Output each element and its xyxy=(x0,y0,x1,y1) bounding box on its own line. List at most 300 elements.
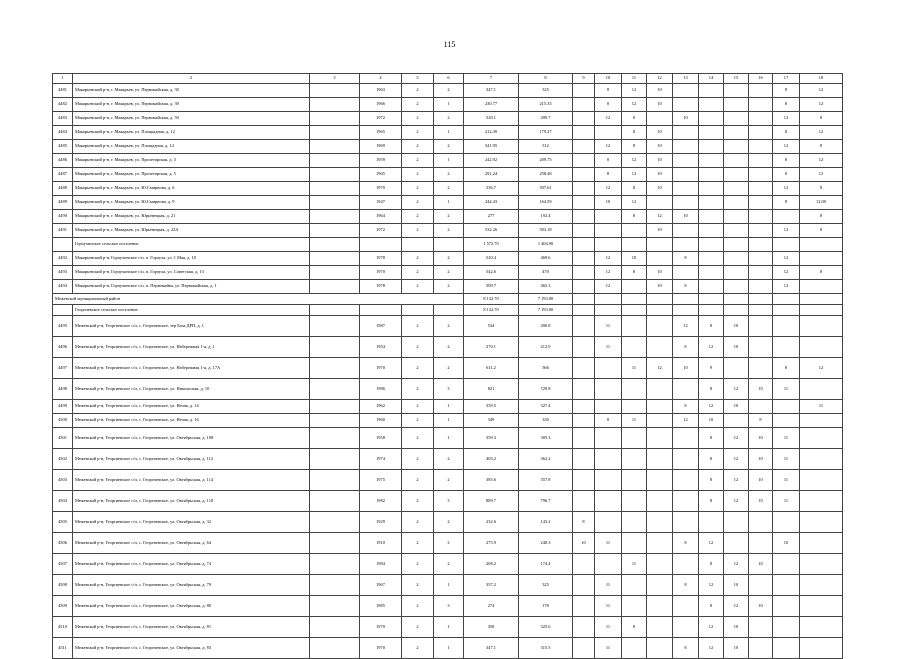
col-17-cell xyxy=(773,210,800,224)
living-area-cell: 325 xyxy=(519,84,573,98)
col-10-cell: 10 xyxy=(595,196,622,210)
col-14-cell: 10 xyxy=(699,414,724,428)
table-row xyxy=(53,400,843,414)
living-area-cell: 729.8 xyxy=(519,379,573,400)
col-14-cell: 12 xyxy=(699,337,724,358)
col-16-cell xyxy=(749,98,773,112)
col-10-cell xyxy=(595,379,622,400)
address-cell: Макарьевский р-н, г. Макарьев, ул. Первомайская, д. 30 xyxy=(73,84,310,98)
header-cell: 2 xyxy=(73,74,310,84)
col-17-cell xyxy=(773,617,800,638)
floors-cell: 2 xyxy=(402,470,434,491)
col-13-cell: 8 xyxy=(673,280,699,294)
floors-cell: 2 xyxy=(402,182,434,196)
col-18-cell xyxy=(800,280,843,294)
entrances-cell: 2 xyxy=(434,84,464,98)
col-13-cell: 10 xyxy=(673,210,699,224)
header-cell: 12 xyxy=(647,74,673,84)
col-12-cell xyxy=(647,512,673,533)
entrances-cell: 1 xyxy=(434,126,464,140)
floors-cell: 2 xyxy=(402,280,434,294)
blank-cell xyxy=(749,238,773,252)
table-row xyxy=(53,414,843,428)
table-row xyxy=(53,596,843,617)
address-cell: Межевской р-н, Георгиевское с/п, с. Георгиевское, ул. Октябрьская, д. 112 xyxy=(73,449,310,470)
row-number-cell: 4506 xyxy=(53,533,73,554)
table-row xyxy=(53,280,843,294)
col-11-cell xyxy=(622,575,647,596)
blank-cell xyxy=(647,305,673,316)
col-13-cell: 10 xyxy=(673,358,699,379)
col-17-cell: 8 xyxy=(773,126,800,140)
col-13-cell xyxy=(673,168,699,182)
col-13-cell: 12 xyxy=(673,414,699,428)
table-row xyxy=(53,379,843,400)
col-12-cell: 10 xyxy=(647,98,673,112)
row-number-cell: 4481 xyxy=(53,84,73,98)
col-10-cell xyxy=(595,224,622,238)
table-row xyxy=(53,126,843,140)
address-cell: Макарьевский р-н, г. Макарьев, ул. Юрьевецкая, д. 21 xyxy=(73,210,310,224)
total-area-cell: 349 xyxy=(464,414,519,428)
col-15-cell xyxy=(724,414,749,428)
living-area-cell: 796.7 xyxy=(519,491,573,512)
row-number-cell: 4500 xyxy=(53,414,73,428)
col-17-cell xyxy=(773,512,800,533)
col-17-cell: 12 xyxy=(773,224,800,238)
col-13-cell xyxy=(673,224,699,238)
address-cell: Макарьевский р-н, Горчухинское с/п, п. Горчуха, ул. 1 Мая, д. 10 xyxy=(73,252,310,266)
address-cell: Межевской р-н, Георгиевское с/п, с. Георгиевское, ул. Октябрьская, д. 114 xyxy=(73,470,310,491)
col-9-cell xyxy=(573,449,595,470)
col-11-cell: 12 xyxy=(622,196,647,210)
col-11-cell xyxy=(622,512,647,533)
blank-cell xyxy=(673,305,699,316)
year-built-cell: 1965 xyxy=(360,126,402,140)
total-area-cell: 542.6 xyxy=(464,266,519,280)
col-13-cell xyxy=(673,470,699,491)
col-18-cell xyxy=(800,533,843,554)
col-10-cell: 12 xyxy=(595,252,622,266)
col-18-cell: 8 xyxy=(800,266,843,280)
col-10-cell xyxy=(595,358,622,379)
row-number-cell: 4486 xyxy=(53,154,73,168)
col-14-cell: 9 xyxy=(699,358,724,379)
floors-cell: 2 xyxy=(402,400,434,414)
col-15-cell: 12 xyxy=(724,554,749,575)
entrances-cell: 2 xyxy=(434,449,464,470)
col-3-cell xyxy=(310,512,360,533)
row-number-cell: 4498 xyxy=(53,379,73,400)
blank-cell xyxy=(773,305,800,316)
year-built-cell: 1972 xyxy=(360,112,402,126)
col-18-cell xyxy=(800,512,843,533)
row-number-cell: 4495 xyxy=(53,316,73,337)
col-13-cell xyxy=(673,126,699,140)
col-10-cell xyxy=(595,554,622,575)
row-number-cell: 4505 xyxy=(53,512,73,533)
living-area-cell: 209.75 xyxy=(519,154,573,168)
col-12-cell: 10 xyxy=(647,266,673,280)
year-built-cell: 1987 xyxy=(360,316,402,337)
col-9-cell xyxy=(573,112,595,126)
blank-cell xyxy=(434,238,464,252)
total-area-cell: 244.43 xyxy=(464,196,519,210)
living-area-cell: 240.3 xyxy=(519,533,573,554)
district-label: Межевской муниципальный район xyxy=(53,294,464,305)
year-built-cell: 1970 xyxy=(360,182,402,196)
entrances-cell: 2 xyxy=(434,168,464,182)
col-15-cell: 10 xyxy=(724,337,749,358)
col-13-cell xyxy=(673,449,699,470)
floors-cell: 2 xyxy=(402,140,434,154)
entrances-cell: 2 xyxy=(434,224,464,238)
col-14-cell xyxy=(699,182,724,196)
col-11-cell xyxy=(622,470,647,491)
table-row xyxy=(53,252,843,266)
address-cell: Макарьевский р-н, г. Макарьев, ул. Площадная, д. 14 xyxy=(73,140,310,154)
col-10-cell: 12 xyxy=(595,140,622,154)
col-12-cell: 12 xyxy=(647,210,673,224)
floors-cell: 2 xyxy=(402,617,434,638)
col-18-cell xyxy=(800,596,843,617)
table-row xyxy=(53,358,843,379)
col-16-cell: 8 xyxy=(749,414,773,428)
col-14-cell xyxy=(699,224,724,238)
housing-register-table xyxy=(52,73,843,659)
col-9-cell xyxy=(573,316,595,337)
col-9-cell xyxy=(573,470,595,491)
living-area-cell: 258.48 xyxy=(519,168,573,182)
total-area-cell: 403.2 xyxy=(464,449,519,470)
col-15-cell xyxy=(724,126,749,140)
col-12-cell: 10 xyxy=(647,168,673,182)
total-area-cell: 277 xyxy=(464,210,519,224)
living-area-cell: 327.4 xyxy=(519,400,573,414)
subtotal-label: Горчухинское сельское поселение xyxy=(73,238,310,252)
col-9-cell xyxy=(573,414,595,428)
col-15-cell xyxy=(724,112,749,126)
col-12-cell xyxy=(647,554,673,575)
col-18-cell: 12 xyxy=(800,84,843,98)
table-row xyxy=(53,182,843,196)
col-14-cell: 8 xyxy=(699,428,724,449)
blank-cell xyxy=(573,238,595,252)
col-3-cell xyxy=(310,98,360,112)
floors-cell: 2 xyxy=(402,533,434,554)
col-14-cell: 8 xyxy=(699,470,724,491)
blank-cell xyxy=(800,238,843,252)
floors-cell: 2 xyxy=(402,126,434,140)
address-cell: Межевской р-н, Георгиевское с/п, с. Георгиевское, тер База ДРП, д. 1 xyxy=(73,316,310,337)
table-row xyxy=(53,154,843,168)
total-area-cell: 230.77 xyxy=(464,98,519,112)
col-15-cell: 12 xyxy=(724,596,749,617)
col-10-cell: 12 xyxy=(595,266,622,280)
col-12-cell: 10 xyxy=(647,126,673,140)
blank-cell xyxy=(773,238,800,252)
col-14-cell xyxy=(699,126,724,140)
address-cell: Макарьевский р-н, г. Макарьев, ул. Первомайская, д. 39 xyxy=(73,98,310,112)
col-15-cell xyxy=(724,84,749,98)
subtotal-living-area: 7 193.00 xyxy=(519,305,573,316)
col-15-cell xyxy=(724,280,749,294)
total-area-cell: 536.7 xyxy=(464,182,519,196)
col-18-cell xyxy=(800,379,843,400)
col-10-cell: 11 xyxy=(595,316,622,337)
year-built-cell: 1978 xyxy=(360,252,402,266)
address-cell: Межевской р-н, Георгиевское с/п, с. Георгиевское, ул. Октябрьская, д. 32 xyxy=(73,512,310,533)
col-14-cell: 8 xyxy=(699,554,724,575)
year-built-cell: 1962 xyxy=(360,400,402,414)
subtotal-label: Георгиевское сельское поселение xyxy=(73,305,310,316)
col-9-cell xyxy=(573,337,595,358)
col-11-cell xyxy=(622,449,647,470)
col-9-cell xyxy=(573,638,595,659)
table-row xyxy=(53,554,843,575)
col-11-cell xyxy=(622,428,647,449)
blank-cell xyxy=(647,294,673,305)
col-3-cell xyxy=(310,112,360,126)
col-3-cell xyxy=(310,140,360,154)
col-10-cell: 8 xyxy=(595,84,622,98)
col-15-cell: 12 xyxy=(724,449,749,470)
total-area-cell: 242.92 xyxy=(464,154,519,168)
blank-cell xyxy=(699,294,724,305)
table-row xyxy=(53,470,843,491)
living-area-cell: 503.18 xyxy=(519,224,573,238)
col-10-cell: 11 xyxy=(595,575,622,596)
row-number-cell: 4501 xyxy=(53,428,73,449)
table-row xyxy=(53,575,843,596)
floors-cell: 2 xyxy=(402,379,434,400)
col-3-cell xyxy=(310,126,360,140)
blank-cell xyxy=(310,305,360,316)
floors-cell: 2 xyxy=(402,252,434,266)
address-cell: Межевской р-н, Георгиевское с/п, с. Георгиевское, ул. Нечая, д. 14 xyxy=(73,400,310,414)
blank-cell xyxy=(573,294,595,305)
col-15-cell: 12 xyxy=(724,470,749,491)
col-9-cell xyxy=(573,168,595,182)
floors-cell: 2 xyxy=(402,596,434,617)
entrances-cell: 2 xyxy=(434,112,464,126)
floors-cell: 2 xyxy=(402,154,434,168)
col-15-cell xyxy=(724,182,749,196)
total-area-cell: 212.49 xyxy=(464,126,519,140)
col-9-cell xyxy=(573,596,595,617)
col-13-cell: 8 xyxy=(673,533,699,554)
total-area-cell: 274 xyxy=(464,596,519,617)
col-9-cell xyxy=(573,224,595,238)
col-17-cell xyxy=(773,638,800,659)
col-13-cell xyxy=(673,512,699,533)
total-area-cell: 520.4 xyxy=(464,252,519,266)
floors-cell: 2 xyxy=(402,449,434,470)
living-area-cell: 357.8 xyxy=(519,470,573,491)
col-17-cell: 8 xyxy=(773,154,800,168)
col-17-cell: 11 xyxy=(773,379,800,400)
living-area-cell: 305.3 xyxy=(519,428,573,449)
col-11-cell: 12 xyxy=(622,154,647,168)
col-17-cell: 12 xyxy=(773,280,800,294)
total-area-cell: 509.7 xyxy=(464,280,519,294)
col-14-cell: 8 xyxy=(699,379,724,400)
col-10-cell: 8 xyxy=(595,98,622,112)
col-17-cell: 8 xyxy=(773,196,800,210)
col-3-cell xyxy=(310,358,360,379)
col-15-cell xyxy=(724,252,749,266)
col-16-cell xyxy=(749,316,773,337)
living-area-cell: 566 xyxy=(519,358,573,379)
col-15-cell xyxy=(724,224,749,238)
col-12-cell: 10 xyxy=(647,140,673,154)
col-15-cell: 10 xyxy=(724,617,749,638)
year-built-cell: 1967 xyxy=(360,575,402,596)
blank-cell xyxy=(647,238,673,252)
entrances-cell: 2 xyxy=(434,316,464,337)
row-number-cell: 4494 xyxy=(53,280,73,294)
col-18-cell xyxy=(800,554,843,575)
living-area-cell: 325.6 xyxy=(519,617,573,638)
blank-cell xyxy=(724,305,749,316)
blank-cell xyxy=(53,238,73,252)
district-living-area: 7 193.00 xyxy=(519,294,573,305)
col-10-cell: 8 xyxy=(595,414,622,428)
blank-cell xyxy=(402,305,434,316)
col-10-cell: 11 xyxy=(595,638,622,659)
floors-cell: 2 xyxy=(402,98,434,112)
floors-cell: 2 xyxy=(402,224,434,238)
floors-cell: 2 xyxy=(402,210,434,224)
year-built-cell: 1975 xyxy=(360,470,402,491)
col-15-cell xyxy=(724,196,749,210)
entrances-cell: 2 xyxy=(434,337,464,358)
col-17-cell xyxy=(773,596,800,617)
col-15-cell xyxy=(724,358,749,379)
subtotal-total-area: 8 132.70 xyxy=(464,305,519,316)
col-13-cell: 8 xyxy=(673,337,699,358)
living-area-cell: 362.2 xyxy=(519,449,573,470)
row-number-cell: 4509 xyxy=(53,596,73,617)
row-number-cell: 4507 xyxy=(53,554,73,575)
table-row xyxy=(53,533,843,554)
address-cell: Макарьевский р-н, г. Макарьев, ул. Первомайская, д. 50 xyxy=(73,112,310,126)
col-16-cell xyxy=(749,84,773,98)
col-18-cell: 12,00 xyxy=(800,196,843,210)
living-area-cell: 164.59 xyxy=(519,196,573,210)
header-cell: 18 xyxy=(800,74,843,84)
col-11-cell xyxy=(622,491,647,512)
blank-cell xyxy=(622,294,647,305)
blank-cell xyxy=(773,294,800,305)
col-11-cell xyxy=(622,316,647,337)
floors-cell: 2 xyxy=(402,491,434,512)
entrances-cell: 1 xyxy=(434,196,464,210)
address-cell: Макарьевский р-н, г. Макарьев, ул. Пролетарская, д. 3 xyxy=(73,154,310,168)
col-14-cell xyxy=(699,512,724,533)
col-11-cell: 8 xyxy=(622,266,647,280)
col-11-cell: 11 xyxy=(622,358,647,379)
col-14-cell xyxy=(699,112,724,126)
living-area-cell: 178 xyxy=(519,596,573,617)
total-area-cell: 358 xyxy=(464,617,519,638)
col-11-cell xyxy=(622,638,647,659)
col-16-cell xyxy=(749,112,773,126)
entrances-cell: 1 xyxy=(434,428,464,449)
col-17-cell: 10 xyxy=(773,533,800,554)
col-9-cell xyxy=(573,154,595,168)
address-cell: Межевской р-н, Георгиевское с/п, с. Георгиевское, ул. Октябрьская, д. 80 xyxy=(73,596,310,617)
address-cell: Макарьевский р-н, Горчухинское с/п, п. Горчуха, ул. Советская, д. 13 xyxy=(73,266,310,280)
col-16-cell xyxy=(749,358,773,379)
table-row xyxy=(53,168,843,182)
entrances-cell: 2 xyxy=(434,280,464,294)
col-12-cell xyxy=(647,491,673,512)
col-10-cell: 8 xyxy=(595,154,622,168)
blank-cell xyxy=(310,238,360,252)
total-area-cell: 821 xyxy=(464,379,519,400)
col-17-cell xyxy=(773,575,800,596)
col-3-cell xyxy=(310,638,360,659)
col-12-cell: 10 xyxy=(647,154,673,168)
col-3-cell xyxy=(310,617,360,638)
col-12-cell xyxy=(647,470,673,491)
col-12-cell xyxy=(647,428,673,449)
col-3-cell xyxy=(310,182,360,196)
col-16-cell: 10 xyxy=(749,379,773,400)
blank-cell xyxy=(673,238,699,252)
col-17-cell: 11 xyxy=(773,470,800,491)
address-cell: Межевской р-н, Георгиевское с/п, с. Георгиевское, ул. Октябрьская, д. 81 xyxy=(73,617,310,638)
col-17-cell xyxy=(773,400,800,414)
col-14-cell: 12 xyxy=(699,400,724,414)
row-number-cell: 4483 xyxy=(53,112,73,126)
address-cell: Межевской р-н, Георгиевское с/п, с. Георгиевское, ул. Октябрьская, д. 108 xyxy=(73,428,310,449)
header-cell: 7 xyxy=(464,74,519,84)
col-10-cell: 11 xyxy=(595,533,622,554)
year-built-cell: 1972 xyxy=(360,224,402,238)
year-built-cell: 1963 xyxy=(360,84,402,98)
col-16-cell xyxy=(749,512,773,533)
col-13-cell xyxy=(673,596,699,617)
col-17-cell: 12 xyxy=(773,252,800,266)
col-14-cell: 8 xyxy=(699,316,724,337)
table-row xyxy=(53,337,843,358)
col-11-cell xyxy=(622,280,647,294)
col-18-cell xyxy=(800,617,843,638)
col-13-cell: 8 xyxy=(673,400,699,414)
year-built-cell: 1958 xyxy=(360,428,402,449)
floors-cell: 2 xyxy=(402,266,434,280)
year-built-cell: 1970 xyxy=(360,638,402,659)
header-cell: 16 xyxy=(749,74,773,84)
table-row xyxy=(53,98,843,112)
col-13-cell: 10 xyxy=(673,112,699,126)
col-16-cell xyxy=(749,252,773,266)
district-total-area: 8 132.70 xyxy=(464,294,519,305)
address-cell: Межевской р-н, Георгиевское с/п, с. Георгиевское, ул. Набережная 1-я, д. 1 xyxy=(73,337,310,358)
col-15-cell: 12 xyxy=(724,491,749,512)
col-15-cell xyxy=(724,154,749,168)
col-16-cell xyxy=(749,533,773,554)
col-3-cell xyxy=(310,575,360,596)
col-10-cell xyxy=(595,449,622,470)
blank-cell xyxy=(699,238,724,252)
col-11-cell: 8 xyxy=(622,126,647,140)
col-15-cell xyxy=(724,210,749,224)
col-9-cell xyxy=(573,400,595,414)
floors-cell: 2 xyxy=(402,112,434,126)
